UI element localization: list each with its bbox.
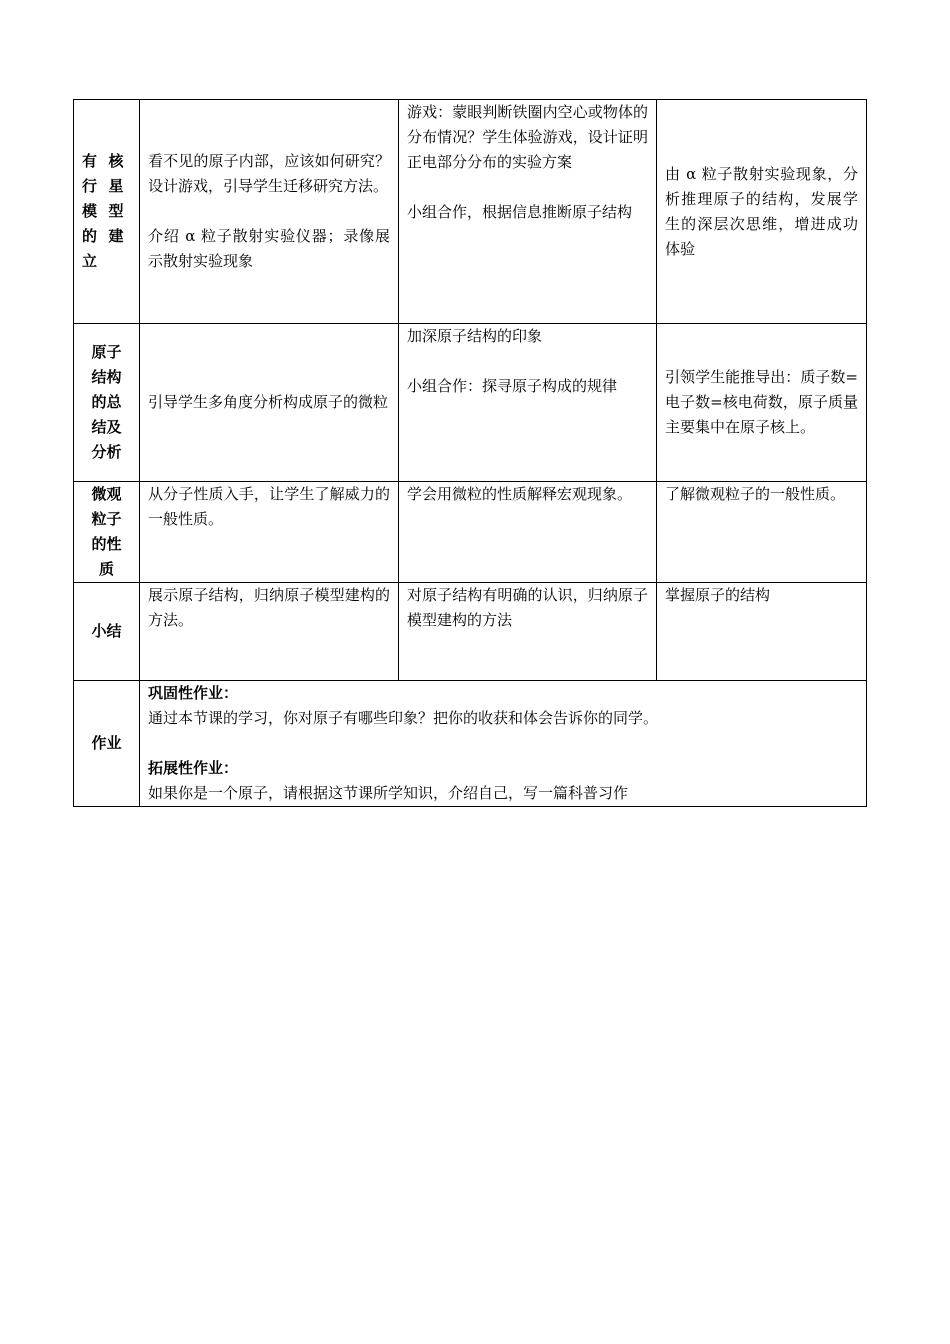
stage-cell	[74, 482, 140, 583]
design-intent-cell	[657, 100, 867, 324]
design-intent-text: 引领学生能推导出：质子数=电子数=核电荷数，原子质量主要集中在原子核上。	[665, 368, 858, 436]
student-activity-cell	[399, 100, 657, 324]
design-intent-text: 掌握原子的结构	[665, 586, 771, 604]
homework-cell	[140, 681, 867, 807]
student-activity-cell	[399, 583, 657, 681]
student-activity-text: 加深原子结构的印象	[407, 327, 543, 345]
stage-title: 有 核 行 星 模 型 的 建 立	[82, 152, 124, 270]
student-activity-text: 对原子结构有明确的认识，归纳原子模型建构的方法	[407, 586, 648, 629]
student-activity-cell	[399, 324, 657, 482]
design-intent-text: 由 α 粒子散射实验现象，分析推理原子的结构，发展学生的深层次思维，增进成功体验	[665, 164, 858, 258]
teacher-activity-text: 引导学生多角度分析构成原子的微粒	[148, 393, 389, 411]
teacher-activity-text: 介绍 α 粒子散射实验仪器；录像展示散射实验现象	[148, 227, 390, 270]
stage-title: 微观 粒子 的性 质	[91, 485, 122, 578]
teacher-activity-cell	[140, 100, 399, 324]
student-activity-text: 小组合作，根据信息推断原子结构	[407, 203, 633, 221]
teacher-activity-cell	[140, 583, 399, 681]
extended-homework-text: 如果你是一个原子，请根据这节课所学知识，介绍自己，写一篇科普习作	[148, 784, 629, 802]
table-row	[74, 482, 867, 583]
teacher-activity-cell	[140, 482, 399, 583]
stage-cell	[74, 324, 140, 482]
basic-homework-title: 巩固性作业：	[148, 684, 239, 702]
teacher-activity-text: 展示原子结构，归纳原子模型建构的方法。	[148, 586, 390, 629]
lesson-plan-table	[73, 99, 867, 807]
student-activity-text: 小组合作：探寻原子构成的规律	[407, 377, 618, 395]
teacher-activity-text: 看不见的原子内部，应该如何研究？设计游戏，引导学生迁移研究方法。	[148, 152, 390, 195]
table-row	[74, 583, 867, 681]
teacher-activity-text: 从分子性质入手，让学生了解威力的一般性质。	[148, 485, 390, 528]
design-intent-cell	[657, 324, 867, 482]
table-row	[74, 100, 867, 324]
teacher-activity-cell	[140, 324, 399, 482]
stage-cell	[74, 681, 140, 807]
homework-row	[74, 681, 867, 807]
stage-title: 原子 结构 的总 结及 分析	[91, 343, 122, 461]
table-row	[74, 324, 867, 482]
stage-cell	[74, 100, 140, 324]
design-intent-cell	[657, 482, 867, 583]
student-activity-text: 游戏：蒙眼判断铁圈内空心或物体的分布情况？学生体验游戏，设计证明正电部分分布的实验方案	[407, 103, 648, 171]
stage-title: 作业	[91, 734, 122, 752]
design-intent-text: 了解微观粒子的一般性质。	[665, 485, 846, 503]
student-activity-cell	[399, 482, 657, 583]
basic-homework-text: 通过本节课的学习，你对原子有哪些印象？把你的收获和体会告诉你的同学。	[148, 709, 659, 727]
stage-title: 小结	[91, 622, 122, 640]
design-intent-cell	[657, 583, 867, 681]
stage-cell	[74, 583, 140, 681]
student-activity-text: 学会用微粒的性质解释宏观现象。	[407, 485, 633, 503]
extended-homework-title: 拓展性作业：	[148, 759, 239, 777]
